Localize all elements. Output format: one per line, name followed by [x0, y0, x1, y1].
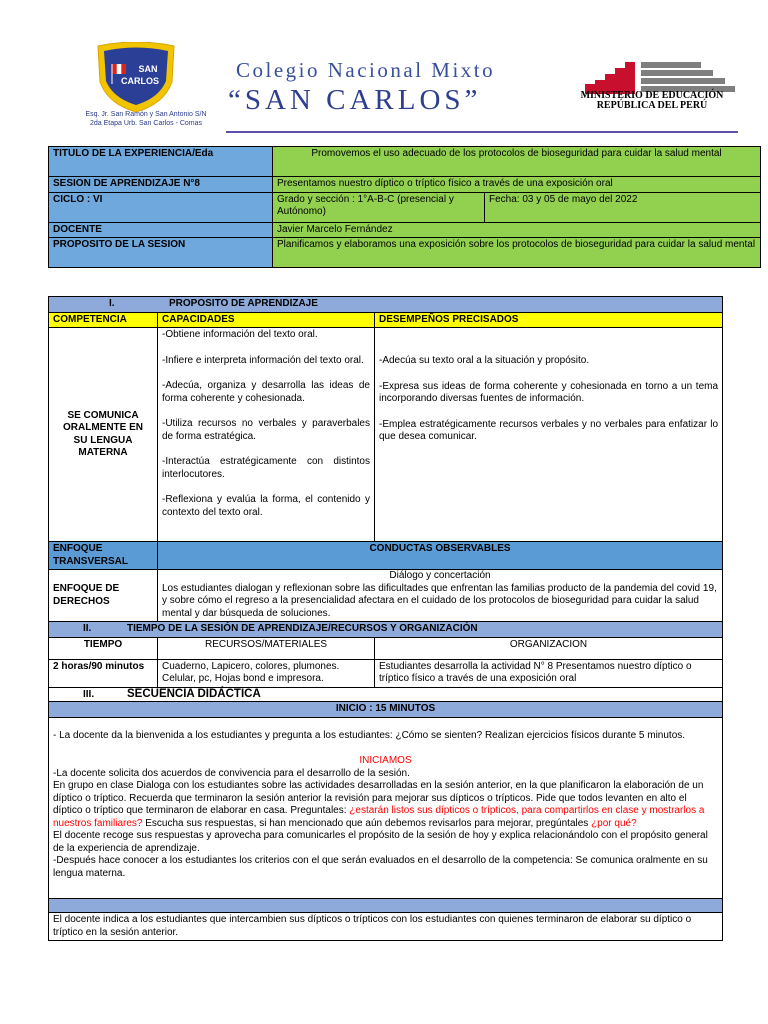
tiempo-value: 2 horas/90 minutos: [49, 659, 158, 687]
info-row-proposito: [49, 238, 761, 268]
col-competencia: COMPETENCIA: [49, 312, 158, 328]
docente-label: DOCENTE: [49, 222, 273, 238]
derechos-text: Los estudiantes dialogan y reflexionan sobre las dificultades que enfrentan las familias producto de la pandemia del covid 19, y sobre cómo el regreso a la presencialidad afectara en el cuidado de los protocolos de bioseguridad para cuidar la salud mental y dar búsqueda de soluciones.: [162, 582, 717, 619]
info-row-sesion: [49, 177, 761, 193]
ministry-line-1: MINISTERIO DE EDUCACIÓN: [580, 90, 724, 101]
header-divider: [226, 131, 738, 133]
desarrollo-header-row: [49, 899, 723, 913]
address-line-2: 2da Etapa Urb. San Carlos - Comas: [89, 120, 203, 127]
inicio-text-3a: En grupo en clase Dialoga con los estudiantes sobre las actividades desarrolladas en la sesión anterior, en la que planificaron la elaboración de un díptico o tríptico. Recuerda que terminaron la sesión anterior la revisión para mejorar sus dípticos o trípticos. Pide que todos levanten en alto el díptico o tríptico que terminaron de elaborar en casa. Preguntales:: [53, 780, 704, 816]
section-3-title: SECUENCIA DIDÁCTICA: [127, 687, 261, 700]
competencia-cell: SE COMUNICA ORALMENTE EN SU LENGUA MATERNA: [49, 328, 158, 542]
col-desempenos: DESEMPEÑOS PRECISADOS: [375, 312, 723, 328]
college-name: “SAN CARLOS”: [228, 84, 482, 116]
school-address: [56, 110, 236, 128]
ciclo-label: CICLO : VI: [49, 192, 273, 222]
desempeno-item: -Adecúa su texto oral a la situación y propósito.: [379, 355, 590, 366]
proposito-value: Planificamos y elaboramos una exposición sobre los protocolos de bioseguridad para cuidar la salud mental: [273, 238, 761, 268]
ministry-line-2: REPÚBLICA DEL PERÚ: [596, 100, 708, 111]
logo-text-san: SAN: [138, 64, 158, 74]
grado-value: Grado y sección : 1°A-B-C (presencial y Autónomo): [273, 192, 485, 222]
inicio-content: [49, 717, 723, 899]
section-1-columns: [49, 312, 723, 328]
conductas-label: CONDUCTAS OBSERVABLES: [158, 542, 723, 570]
section-3-number: III.: [83, 688, 95, 700]
capacidad-item: -Utiliza recursos no verbales y paraverbales de forma estratégica.: [162, 418, 370, 442]
col-capacidades: CAPACIDADES: [158, 312, 375, 328]
section-2-number: II.: [83, 623, 92, 634]
titulo-value: Promovemos el uso adecuado de los protocolos de bioseguridad para cuidar la salud mental: [273, 147, 761, 177]
organizacion-value: Estudiantes desarrolla la actividad N° 8 Presentamos nuestro díptico o tríptico físico a través de una exposición oral: [375, 659, 723, 687]
sesion-value: Presentamos nuestro díptico o tríptico físico a través de una exposición oral: [273, 177, 761, 193]
enfoque-derechos-row: [49, 570, 723, 622]
inicio-paragraph-5: -Después hace conocer a los estudiantes los criterios con el que serán evaluados en el desarrollo de la competencia: Se comunica oralmente en su lengua materna.: [53, 855, 708, 879]
school-shield-logo: [92, 42, 180, 114]
inicio-content-row: [49, 717, 723, 899]
ministry-text: [568, 91, 736, 111]
lesson-plan-table: [48, 296, 723, 941]
sesion-label: SESION DE APRENDIZAJE N°8: [49, 177, 273, 193]
capacidad-item: -Interactúa estratégicamente con distintos interlocutores.: [162, 456, 370, 480]
iniciamos-label: INICIAMOS: [359, 755, 412, 766]
docente-value: Javier Marcelo Fernández: [273, 222, 761, 238]
section-2-title: TIEMPO DE LA SESIÓN DE APRENDIZAJE/RECURSOS Y ORGANIZACIÓN: [127, 623, 478, 634]
info-row-ciclo: [49, 192, 761, 222]
section-1-number: I.: [109, 298, 115, 309]
inicio-question-red: ¿estarán listos sus dípticos o trípticos, para compartirlos en clase y mostrarlos a nuestros familiares?: [53, 805, 705, 829]
capacidad-item: -Adecúa, organiza y desarrolla las ideas de forma coherente y cohesionada.: [162, 380, 370, 404]
desempenos-cell: [375, 328, 723, 542]
col-tiempo: TIEMPO: [49, 637, 158, 659]
capacidad-item: -Obtiene información del texto oral.: [162, 329, 318, 340]
ministry-logo: [585, 60, 735, 94]
col-organizacion: ORGANIZACION: [375, 637, 723, 659]
inicio-text-3b: Escucha sus respuestas, si han mencionado que aún debemos revisarlos para mejorar, pregúntales: [142, 817, 592, 829]
capacidad-item: -Infiere e interpreta información del texto oral.: [162, 354, 364, 366]
section-3-header: [49, 687, 723, 702]
logo-text-carlos: CARLOS: [121, 76, 159, 86]
enfoque-transversal-label: ENFOQUE TRANSVERSAL: [49, 542, 158, 570]
section-2-header: [49, 622, 723, 638]
inicio-label: INICIO : 15 MINUTOS: [49, 702, 723, 718]
section-2-columns: [49, 637, 723, 659]
inicio-paragraph-3: [53, 780, 718, 830]
competencia-row: [49, 328, 723, 542]
inicio-row: [49, 702, 723, 718]
fecha-value: Fecha: 03 y 05 de mayo del 2022: [485, 192, 761, 222]
college-title: Colegio Nacional Mixto: [236, 58, 496, 82]
section-2-row: [49, 659, 723, 687]
enfoque-derechos-cell: [158, 570, 723, 622]
inicio-question-red-2: ¿por qué?: [591, 817, 637, 829]
address-line-1: Esq. Jr. San Ramón y San Antonio S/N: [85, 111, 207, 118]
section-1-header: [49, 297, 723, 313]
section-1-title: PROPOSITO DE APRENDIZAJE: [169, 298, 318, 309]
desarrollo-header: [49, 899, 723, 913]
info-row-docente: [49, 222, 761, 238]
recursos-value: Cuaderno, Lapicero, colores, plumones. Celular, pc, Hojas bond e impresora.: [158, 659, 375, 687]
desempeno-item: -Expresa sus ideas de forma coherente y cohesionada en torno a un tema incorporando diversas fuentes de información.: [379, 380, 719, 404]
session-info-table: [48, 146, 761, 268]
col-recursos: RECURSOS/MATERIALES: [158, 637, 375, 659]
enfoque-derechos-label: ENFOQUE DE DERECHOS: [49, 570, 158, 622]
capacidad-item: -Reflexiona y evalúa la forma, el contenido y contexto del texto oral.: [162, 494, 370, 518]
desempeno-item: -Emplea estratégicamente recursos verbales y no verbales para enfatizar lo que desea comunicar.: [379, 418, 719, 442]
document-header: [0, 0, 768, 140]
dialogo-label: Diálogo y concertación: [389, 570, 491, 581]
enfoque-header-row: [49, 542, 723, 570]
desarrollo-paragraph: El docente indica a los estudiantes que intercambien sus dípticos o trípticos con los estudiantes con quienes terminaron de elaborar su díptico o tríptico en la sesión anterior.: [49, 913, 723, 941]
desarrollo-content-row: [49, 913, 723, 941]
inicio-paragraph-4: El docente recoge sus respuestas y aprovecha para comunicarles el propósito de la sesión de hoy y explica relacionándolo con el propósito general de la experiencia de aprendizaje.: [53, 830, 708, 854]
proposito-label: PROPOSITO DE LA SESION: [49, 238, 273, 268]
info-row-titulo: [49, 147, 761, 177]
inicio-paragraph-2: -La docente solicita dos acuerdos de convivencia para el desarrollo de la sesión.: [53, 767, 410, 779]
inicio-paragraph-1: - La docente da la bienvenida a los estudiantes y pregunta a los estudiantes: ¿Cómo se sienten? Realizan ejercicios físicos durante 5 minutos.: [53, 729, 686, 741]
titulo-label: TITULO DE LA EXPERIENCIA/Eda: [49, 147, 273, 177]
capacidades-cell: [158, 328, 375, 542]
